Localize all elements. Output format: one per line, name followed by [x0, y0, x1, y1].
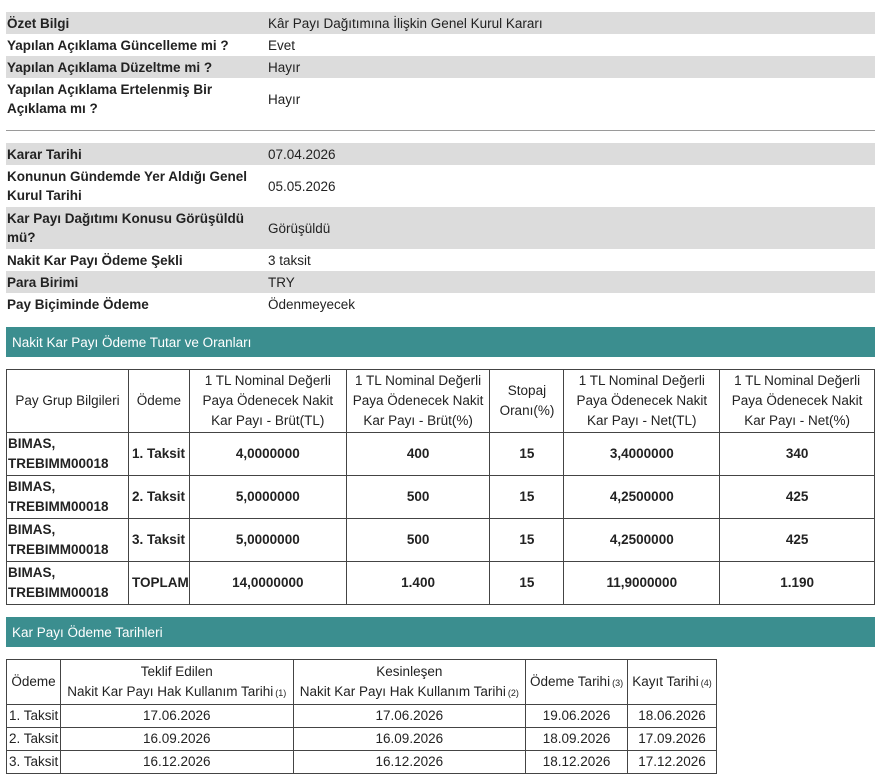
summary-value: Evet [268, 37, 296, 53]
dates-table [6, 659, 717, 774]
column-header: Ödeme Tarihi (3) [526, 660, 628, 705]
gross-tl-cell: 14,0000000 [189, 562, 346, 605]
payment-cell: 3. Taksit [7, 751, 61, 774]
decision-row [6, 207, 875, 249]
decision-row [6, 165, 875, 207]
net-tl-cell: 11,9000000 [564, 562, 720, 605]
section-title: Nakit Kar Payı Ödeme Tutar ve Oranları [12, 334, 252, 350]
decision-row [6, 293, 875, 315]
net-pct-cell: 1.190 [720, 562, 875, 605]
decision-value: Görüşüldü [268, 220, 331, 236]
gross-tl-cell: 5,0000000 [189, 476, 346, 519]
gross-pct-cell: 400 [346, 433, 490, 476]
gross-pct-cell: 500 [346, 519, 490, 562]
table-row [7, 751, 717, 774]
net-pct-cell: 340 [720, 433, 875, 476]
gross-pct-cell: 1.400 [346, 562, 490, 605]
column-header: Kayıt Tarihi (4) [628, 660, 717, 705]
net-pct-cell: 425 [720, 476, 875, 519]
table-header-row [7, 660, 717, 705]
net-tl-cell: 4,2500000 [564, 519, 720, 562]
summary-row [6, 12, 875, 34]
table-header-row [7, 370, 875, 433]
summary-value: Hayır [268, 91, 301, 107]
column-header: 1 TL Nominal Değerli Paya Ödenecek Nakit Kar Payı - Brüt(%) [346, 370, 490, 433]
dates-section-header [6, 617, 875, 647]
summary-row [6, 56, 875, 78]
column-header: 1 TL Nominal Değerli Paya Ödenecek Nakit Kar Payı - Net(TL) [564, 370, 720, 433]
summary-label: Yapılan Açıklama Düzeltme mi ? [7, 59, 213, 75]
header-bottom: Nakit Kar Payı Hak Kullanım Tarihi (2) [299, 683, 519, 699]
final-date-cell: 16.12.2026 [293, 751, 526, 774]
summary-row [6, 78, 875, 120]
column-header: Ödeme [128, 370, 189, 433]
payment-cell: TOPLAM [128, 562, 189, 605]
final-date-cell: 17.06.2026 [293, 705, 526, 728]
decision-value: TRY [268, 274, 295, 290]
decision-value: Ödenmeyecek [268, 296, 356, 312]
column-header: 1 TL Nominal Değerli Paya Ödenecek Nakit Kar Payı - Brüt(TL) [189, 370, 346, 433]
header-top: Teklif Edilen [140, 663, 213, 679]
decision-label: Konunun Gündemde Yer Aldığı Genel Kurul Tarihi [7, 169, 248, 203]
payment-cell: 1. Taksit [7, 705, 61, 728]
summary-label: Yapılan Açıklama Ertelenmiş Bir Açıklama mı ? [7, 82, 213, 116]
amounts-table [6, 369, 875, 605]
decision-value: 3 taksit [268, 252, 311, 268]
footnote-marker: (4) [700, 677, 712, 688]
summary-row [6, 34, 875, 56]
group-cell: BIMAS, TREBIMM00018 [7, 519, 129, 562]
proposed-date-cell: 16.12.2026 [60, 751, 293, 774]
final-date-cell: 16.09.2026 [293, 728, 526, 751]
record-date-cell: 17.12.2026 [628, 751, 717, 774]
decision-row [6, 271, 875, 293]
proposed-date-cell: 17.06.2026 [60, 705, 293, 728]
amounts-section-header [6, 327, 875, 357]
payment-cell: 3. Taksit [128, 519, 189, 562]
table-row-total [7, 562, 875, 605]
withholding-cell: 15 [490, 562, 564, 605]
decision-row [6, 249, 875, 271]
net-pct-cell: 425 [720, 519, 875, 562]
column-header: Stopaj Oranı(%) [490, 370, 564, 433]
decision-row [6, 143, 875, 165]
pay-date-cell: 18.09.2026 [526, 728, 628, 751]
net-tl-cell: 3,4000000 [564, 433, 720, 476]
gross-tl-cell: 4,0000000 [189, 433, 346, 476]
summary-value: Hayır [268, 59, 301, 75]
pay-date-cell: 18.12.2026 [526, 751, 628, 774]
proposed-date-cell: 16.09.2026 [60, 728, 293, 751]
decision-label: Para Birimi [7, 274, 79, 290]
decision-label: Karar Tarihi [7, 146, 82, 162]
gross-pct-cell: 500 [346, 476, 490, 519]
group-cell: BIMAS, TREBIMM00018 [7, 562, 129, 605]
decision-label: Pay Biçiminde Ödeme [7, 296, 149, 312]
column-header [60, 660, 293, 705]
group-cell: BIMAS, TREBIMM00018 [7, 433, 129, 476]
pay-date-cell: 19.06.2026 [526, 705, 628, 728]
gross-tl-cell: 5,0000000 [189, 519, 346, 562]
header-bottom: Nakit Kar Payı Hak Kullanım Tarihi (1) [67, 683, 287, 699]
column-header: Pay Grup Bilgileri [7, 370, 129, 433]
decision-label: Nakit Kar Payı Ödeme Şekli [7, 252, 183, 268]
table-row [7, 519, 875, 562]
decision-value: 05.05.2026 [268, 178, 336, 194]
table-row [7, 476, 875, 519]
footnote-marker: (3) [612, 677, 624, 688]
decision-value: 07.04.2026 [268, 146, 336, 162]
column-header: Ödeme [7, 660, 61, 705]
summary-value: Kâr Payı Dağıtımına İlişkin Genel Kurul Kararı [268, 15, 543, 31]
table-row [7, 705, 717, 728]
record-date-cell: 18.06.2026 [628, 705, 717, 728]
table-row [7, 728, 717, 751]
section-divider [6, 130, 875, 131]
table-row [7, 433, 875, 476]
payment-cell: 2. Taksit [128, 476, 189, 519]
withholding-cell: 15 [490, 519, 564, 562]
payment-cell: 1. Taksit [128, 433, 189, 476]
summary-label: Yapılan Açıklama Güncelleme mi ? [7, 37, 229, 53]
withholding-cell: 15 [490, 476, 564, 519]
section-title: Kar Payı Ödeme Tarihleri [12, 624, 163, 640]
withholding-cell: 15 [490, 433, 564, 476]
record-date-cell: 17.09.2026 [628, 728, 717, 751]
header-top: Kesinleşen [376, 663, 443, 679]
group-cell: BIMAS, TREBIMM00018 [7, 476, 129, 519]
footnote-marker: (1) [275, 687, 287, 698]
summary-label: Özet Bilgi [7, 15, 70, 31]
decision-label: Kar Payı Dağıtımı Konusu Görüşüldü mü? [7, 211, 245, 245]
net-tl-cell: 4,2500000 [564, 476, 720, 519]
column-header: 1 TL Nominal Değerli Paya Ödenecek Nakit Kar Payı - Net(%) [720, 370, 875, 433]
footnote-marker: (2) [507, 687, 519, 698]
payment-cell: 2. Taksit [7, 728, 61, 751]
column-header [293, 660, 526, 705]
